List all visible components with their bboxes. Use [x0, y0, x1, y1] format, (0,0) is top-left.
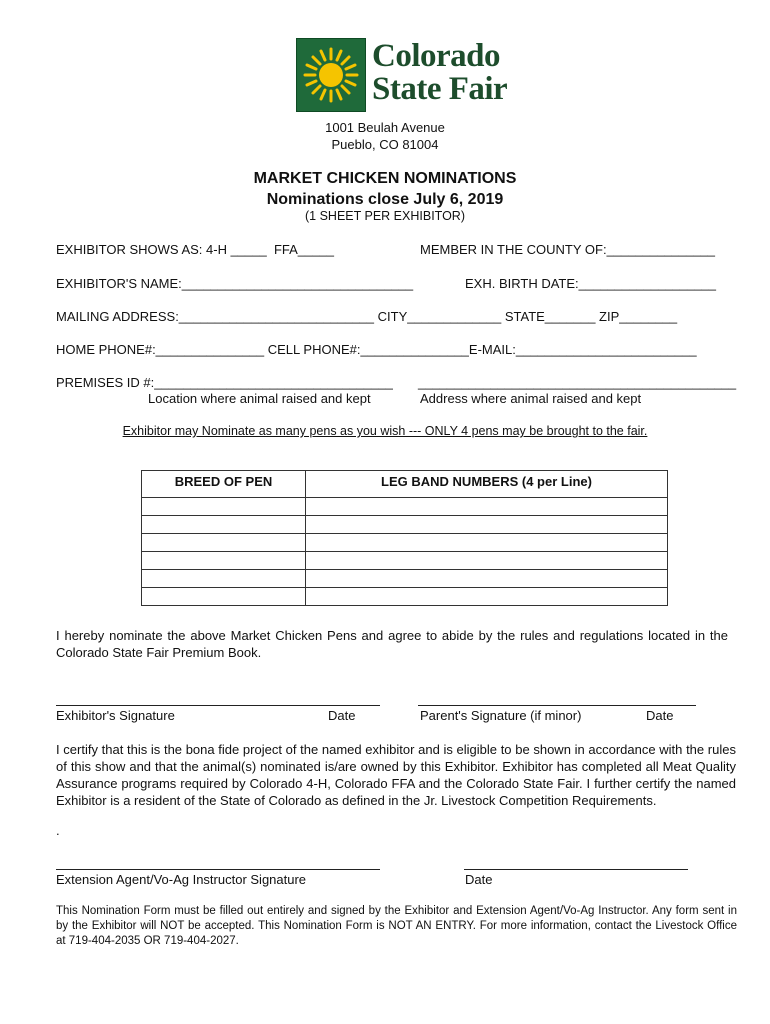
- breed-cell[interactable]: [142, 552, 306, 570]
- leg-band-header: LEG BAND NUMBERS (4 per Line): [306, 471, 668, 498]
- exhibitor-signature-label: Exhibitor's Signature: [56, 708, 175, 723]
- premises-address-field[interactable]: ____________________________________________: [418, 375, 737, 390]
- table-row: [142, 552, 668, 570]
- footer-note: This Nomination Form must be filled out entirely and signed by the Exhibitor and Extension Agent/Vo-Ag Instructor. Any form sent in by the Exhibitor will NOT be accepted. This Nomination Form is NOT AN ENTRY. For more information, contact the Livestock Office at 719-404-2035 OR 719-404-2027.: [56, 905, 737, 947]
- leg-band-cell[interactable]: [306, 534, 668, 552]
- leg-band-cell[interactable]: [306, 516, 668, 534]
- breed-cell[interactable]: [142, 534, 306, 552]
- period-mark: .: [56, 823, 60, 838]
- agent-signature-line[interactable]: [56, 869, 380, 870]
- parent-signature-line[interactable]: [418, 705, 696, 706]
- address-caption: Address where animal raised and kept: [420, 391, 642, 406]
- agent-date-line[interactable]: [464, 869, 688, 870]
- logo-line-2: State Fair: [372, 71, 508, 107]
- mailing-address-field[interactable]: MAILING ADDRESS:___________________________ CITY_____________ STATE_______ ZIP________: [56, 309, 678, 324]
- sun-icon: [296, 38, 366, 112]
- logo-line-1: Colorado: [372, 38, 500, 74]
- table-row: [142, 498, 668, 516]
- table-row: [142, 570, 668, 588]
- member-county-field[interactable]: MEMBER IN THE COUNTY OF:_______________: [420, 242, 716, 257]
- certify-statement: I certify that this is the bona fide project of the named exhibitor and is eligible to be shown in accordance with the rules of this show and that the animal(s) nominated is/are owned by this Exhibitor. Exhibitor has completed all Meat Quality Assurance programs required by Colorado 4-H, Colorado FFA and the Colorado State Fair. I further certify the named Exhibitor is a resident of the State of Colorado as defined in the Jr. Livestock Competition Requirements.: [56, 742, 736, 808]
- shows-as-field[interactable]: EXHIBITOR SHOWS AS: 4-H _____ FFA_____: [56, 242, 334, 257]
- colorado-state-fair-logo: [296, 38, 516, 114]
- leg-band-cell[interactable]: [306, 552, 668, 570]
- leg-band-cell[interactable]: [306, 588, 668, 606]
- agent-date-label: Date: [465, 872, 493, 887]
- breed-cell[interactable]: [142, 570, 306, 588]
- page-title: MARKET CHICKEN NOMINATIONS: [253, 170, 517, 187]
- page-subtitle: Nominations close July 6, 2019: [266, 191, 504, 208]
- location-caption: Location where animal raised and kept: [148, 391, 371, 406]
- pens-table: [141, 470, 668, 606]
- exhibitor-date-label: Date: [328, 708, 356, 723]
- address-street: 1001 Beulah Avenue: [325, 120, 445, 135]
- exhibitor-signature-line[interactable]: [56, 705, 380, 706]
- leg-band-cell[interactable]: [306, 498, 668, 516]
- address-city: Pueblo, CO 81004: [331, 137, 439, 152]
- leg-band-cell[interactable]: [306, 570, 668, 588]
- parent-signature-label: Parent's Signature (if minor): [420, 708, 582, 723]
- nominate-statement: I hereby nominate the above Market Chicken Pens and agree to abide by the rules and regulations located in the Colorado State Fair Premium Book.: [56, 628, 728, 660]
- pens-note: Exhibitor may Nominate as many pens as you wish --- ONLY 4 pens may be brought to the fair.: [122, 424, 648, 438]
- birth-date-field[interactable]: EXH. BIRTH DATE:___________________: [465, 276, 717, 291]
- table-row: [142, 534, 668, 552]
- breed-cell[interactable]: [142, 588, 306, 606]
- sheet-note: (1 SHEET PER EXHIBITOR): [305, 209, 465, 223]
- breed-cell[interactable]: [142, 498, 306, 516]
- premises-id-field[interactable]: PREMISES ID #:_________________________________: [56, 375, 393, 390]
- phones-field[interactable]: HOME PHONE#:_______________ CELL PHONE#:_______________E-MAIL:_________________________: [56, 342, 697, 357]
- breed-cell[interactable]: [142, 516, 306, 534]
- parent-date-label: Date: [646, 708, 674, 723]
- exhibitor-name-field[interactable]: EXHIBITOR'S NAME:________________________________: [56, 276, 414, 291]
- agent-signature-label: Extension Agent/Vo-Ag Instructor Signature: [56, 872, 307, 887]
- table-row: [142, 588, 668, 606]
- table-row: [142, 516, 668, 534]
- breed-header: BREED OF PEN: [142, 471, 306, 498]
